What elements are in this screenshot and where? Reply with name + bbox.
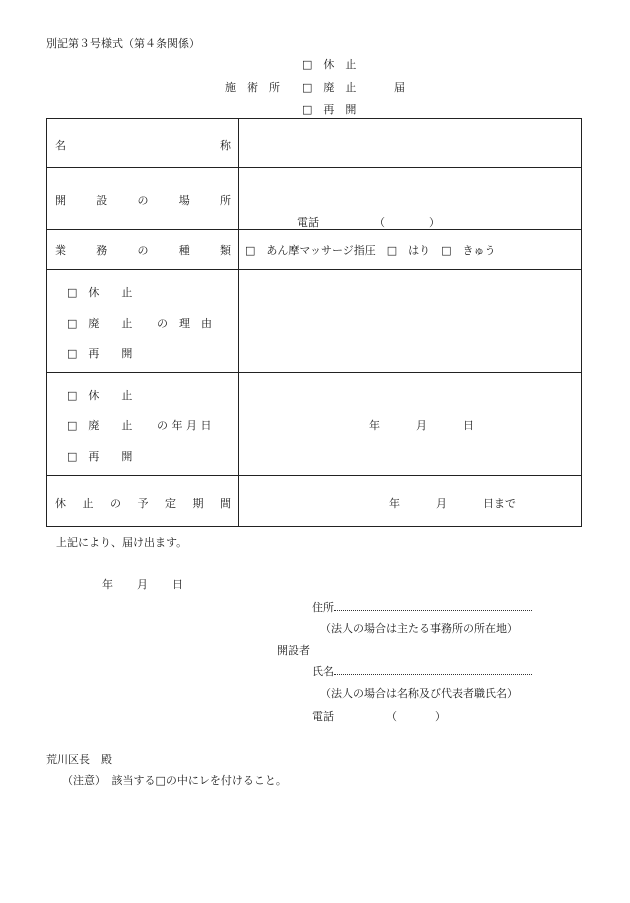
reason-option-abolish[interactable]: □ 廃 止 bbox=[67, 317, 133, 330]
date-option-abolish[interactable]: □ 廃 止 bbox=[67, 419, 133, 432]
date-option-reopen[interactable]: □ 再 開 bbox=[67, 450, 133, 463]
applicant-address-note: （法人の場合は主たる事務所の所在地） bbox=[320, 622, 518, 635]
applicant-role: 開設者 bbox=[277, 644, 310, 657]
applicant-name[interactable]: 氏名 bbox=[312, 663, 532, 679]
reason-option-suspend[interactable]: □ 休 止 bbox=[67, 286, 133, 299]
date-option-suspend[interactable]: □ 休 止 bbox=[67, 389, 133, 402]
title-prefix: 施 術 所 bbox=[225, 81, 280, 94]
title-option-abolish: □ 廃 止 bbox=[302, 81, 357, 94]
name-field[interactable] bbox=[239, 120, 581, 166]
declaration: 上記により、届け出ます。 bbox=[56, 536, 188, 549]
period-value[interactable]: 年 月 日まで bbox=[389, 497, 516, 510]
row-divider bbox=[47, 475, 581, 476]
date-label: の 年 月 日 bbox=[157, 419, 212, 432]
applicant-phone[interactable]: 電話 （ ） bbox=[312, 710, 446, 723]
form-table bbox=[46, 118, 582, 527]
addressee: 荒川区長 殿 bbox=[46, 753, 112, 766]
reason-field[interactable] bbox=[239, 270, 581, 371]
location-field[interactable] bbox=[239, 168, 581, 210]
location-label: 開 設 の 場 所 bbox=[55, 194, 231, 207]
title-suffix: 届 bbox=[394, 81, 405, 94]
reason-option-reopen[interactable]: □ 再 開 bbox=[67, 347, 133, 360]
title-option-reopen: □ 再 開 bbox=[302, 103, 357, 116]
reason-label: の 理 由 bbox=[157, 317, 212, 330]
applicant-name-note: （法人の場合は名称及び代表者職氏名） bbox=[320, 687, 518, 700]
title-option-suspend: □ 休 止 bbox=[302, 58, 357, 71]
footnote: （注意） 該当する□の中にレを付けること。 bbox=[62, 774, 287, 787]
business-label: 業 務 の 種 類 bbox=[55, 244, 231, 257]
name-dotted-line bbox=[334, 664, 532, 675]
location-phone[interactable]: 電話 （ ） bbox=[297, 216, 440, 229]
applicant-address[interactable]: 住所 bbox=[312, 599, 532, 615]
business-options[interactable]: □ あん摩マッサージ指圧 □ はり □ きゅう bbox=[245, 244, 496, 257]
submit-date[interactable]: 年 月 日 bbox=[102, 578, 183, 591]
date-value[interactable]: 年 月 日 bbox=[369, 419, 474, 432]
form-number: 別記第３号様式（第４条関係） bbox=[46, 37, 200, 50]
row-divider bbox=[47, 372, 581, 373]
period-label: 休 止 の 予 定 期 間 bbox=[55, 497, 231, 510]
address-dotted-line bbox=[334, 600, 532, 611]
name-label: 名 称 bbox=[55, 139, 231, 152]
